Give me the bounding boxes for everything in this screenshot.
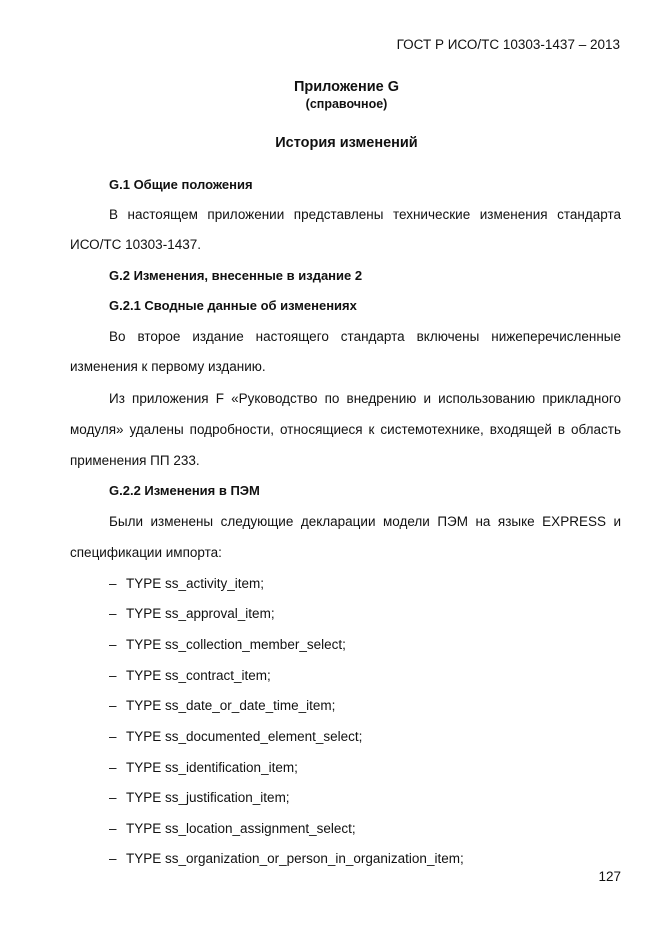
list-dash: – — [109, 760, 117, 775]
list-dash: – — [109, 821, 117, 836]
g22-paragraph-line-2: спецификации импорта: — [70, 545, 222, 560]
appendix-title: Приложение G — [293, 79, 400, 95]
list-dash: – — [109, 637, 117, 652]
list-dash: – — [109, 606, 117, 621]
g22-paragraph-line-1: Были изменены следующие декларации модели ПЭМ на языке EXPRESS и — [109, 514, 621, 529]
list-item — [109, 668, 271, 683]
list-item-text: TYPE ss_approval_item; — [126, 606, 275, 621]
list-item — [109, 729, 362, 744]
g21-paragraph2-line-1: Из приложения F «Руководство по внедрению и использованию прикладного — [109, 391, 621, 406]
list-item-text: TYPE ss_justification_item; — [126, 790, 290, 805]
heading-g2: G.2 Изменения, внесенные в издание 2 — [109, 268, 363, 283]
list-item — [109, 576, 264, 591]
list-item — [109, 821, 356, 836]
list-item — [109, 760, 298, 775]
list-item-text: TYPE ss_collection_member_select; — [126, 637, 346, 652]
list-item-text: TYPE ss_organization_or_person_in_organization_item; — [126, 851, 464, 866]
list-dash: – — [109, 790, 117, 805]
g1-paragraph-line-2: ИСО/ТС 10303-1437. — [70, 237, 201, 252]
list-item-text: TYPE ss_activity_item; — [126, 576, 265, 591]
list-dash: – — [109, 729, 117, 744]
g21-paragraph1-line-2: изменения к первому изданию. — [70, 359, 266, 374]
g21-paragraph2-line-3: применения ПП 233. — [70, 453, 200, 468]
list-item — [109, 851, 464, 866]
list-item — [109, 790, 290, 805]
list-dash: – — [109, 668, 117, 683]
section-title: История изменений — [275, 135, 418, 151]
list-item-text: TYPE ss_identification_item; — [126, 760, 298, 775]
list-item-text: TYPE ss_contract_item; — [126, 668, 271, 683]
g21-paragraph1-line-1: Во второе издание настоящего стандарта включены нижеперечисленные — [109, 329, 621, 344]
list-item-text: TYPE ss_date_or_date_time_item; — [126, 698, 336, 713]
list-dash: – — [109, 576, 117, 591]
list-item — [109, 637, 346, 652]
list-dash: – — [109, 698, 117, 713]
heading-g22: G.2.2 Изменения в ПЭМ — [109, 483, 260, 498]
list-item-text: TYPE ss_location_assignment_select; — [126, 821, 356, 836]
document-header: ГОСТ Р ИСО/ТС 10303-1437 – 2013 — [396, 37, 620, 52]
page-number: 127 — [598, 869, 621, 884]
list-item — [109, 606, 275, 621]
heading-g1: G.1 Общие положения — [109, 177, 253, 192]
heading-g21: G.2.1 Сводные данные об изменениях — [109, 298, 357, 313]
list-item-text: TYPE ss_documented_element_select; — [126, 729, 363, 744]
list-dash: – — [109, 851, 117, 866]
appendix-subtitle: (справочное) — [305, 97, 388, 111]
g1-paragraph-line-1: В настоящем приложении представлены технические изменения стандарта — [109, 207, 621, 222]
g21-paragraph2-line-2: модуля» удалены подробности, относящиеся к системотехнике, входящей в область — [70, 422, 621, 437]
list-item — [109, 698, 335, 713]
